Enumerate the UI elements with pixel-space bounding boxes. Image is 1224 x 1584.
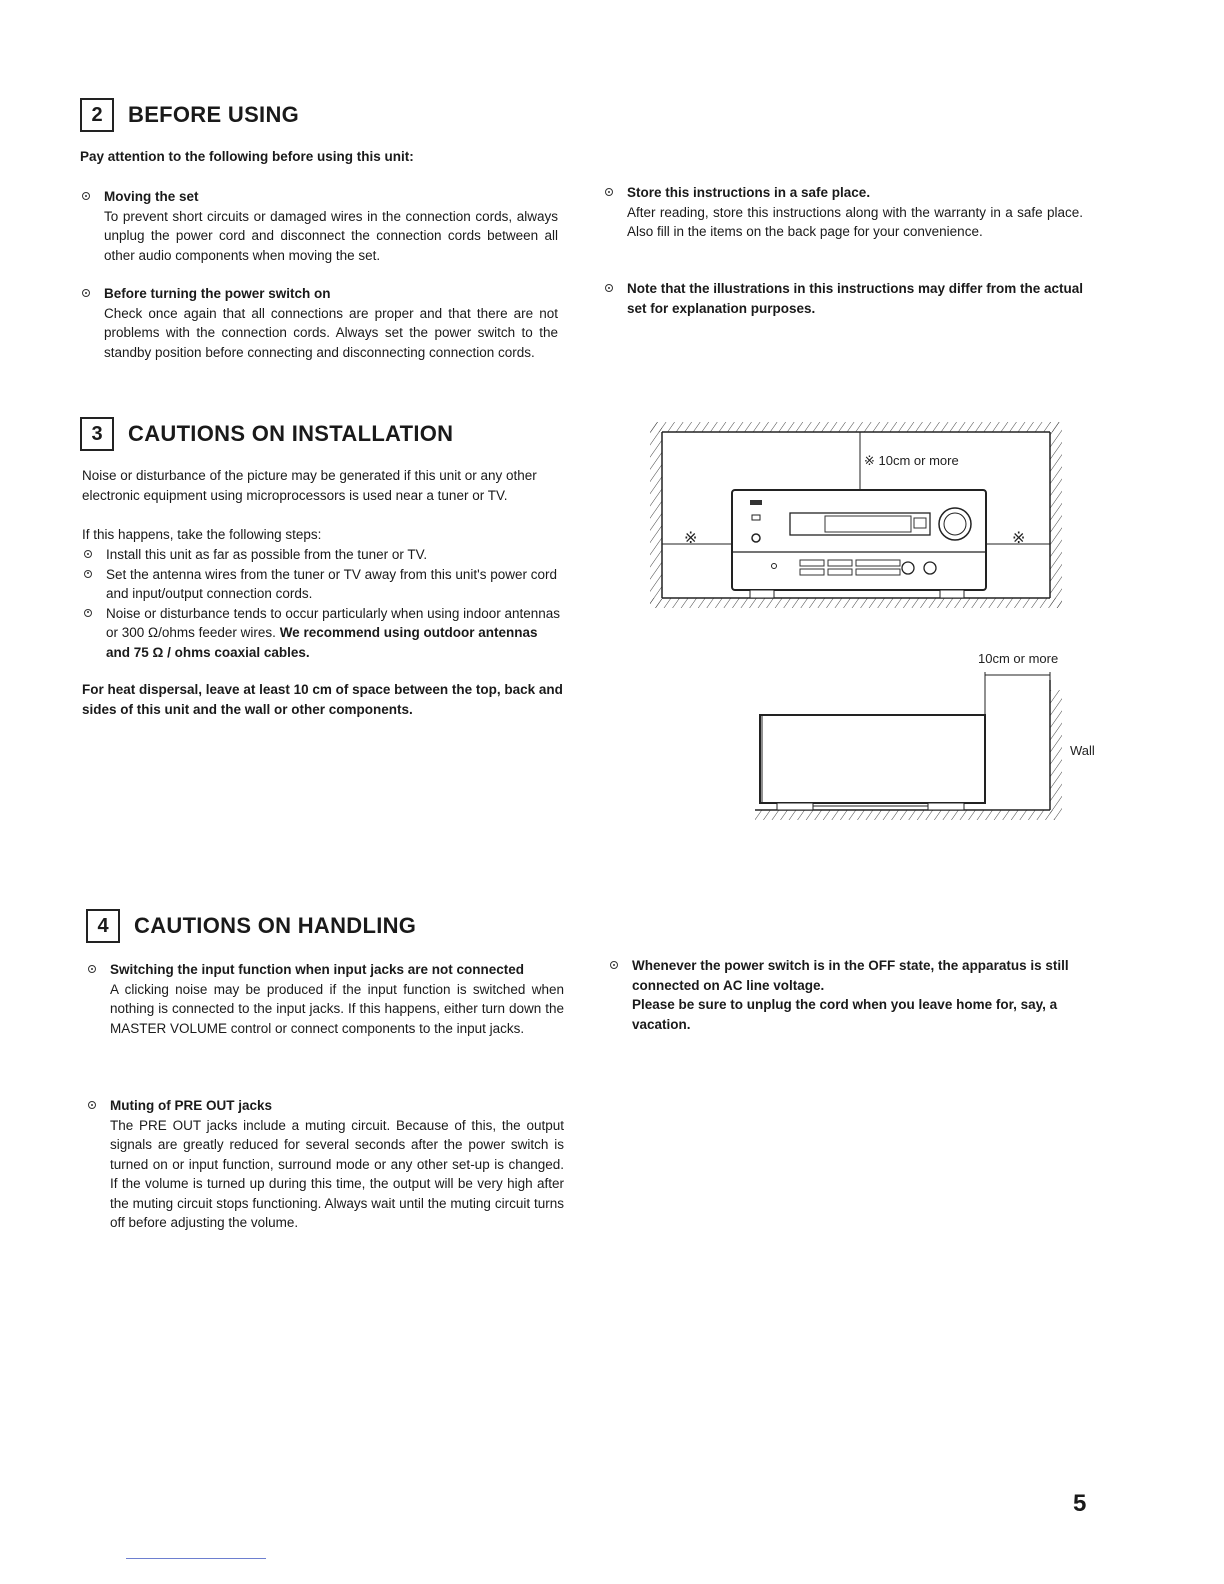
bullet-icon	[605, 284, 613, 292]
before-using-item-illustrations	[627, 279, 1085, 318]
bullet-icon	[82, 192, 90, 200]
wall-label: Wall	[1070, 743, 1095, 758]
item-title: Moving the set	[104, 189, 199, 204]
bullet-icon	[84, 550, 92, 558]
handling-item-switching	[110, 960, 564, 1038]
bullet-icon	[82, 289, 90, 297]
before-using-item-store	[627, 183, 1083, 242]
top-clearance-label: ※ 10cm or more	[864, 453, 959, 468]
section-title: CAUTIONS ON HANDLING	[134, 913, 417, 938]
bullet-icon	[88, 1101, 96, 1109]
installation-step: Set the antenna wires from the tuner or TV away from this unit's power cord and input/output connection cords.	[82, 565, 564, 604]
item-body: To prevent short circuits or damaged wires in the connection cords, always unplug the power cord and disconnect the connection cords between all other audio components when moving the set.	[104, 208, 558, 263]
receiver-front-icon	[732, 490, 986, 598]
right-clearance-mark: ※	[1012, 530, 1026, 547]
section-handling-heading	[86, 909, 416, 943]
receiver-side-view	[755, 672, 1062, 820]
bottom-rule	[126, 1558, 266, 1559]
section-title: BEFORE USING	[128, 102, 300, 127]
section-number: 3	[80, 417, 114, 451]
before-using-intro: Pay attention to the following before using this unit:	[80, 149, 414, 164]
installation-step: Noise or disturbance tends to occur particularly when using indoor antennas or 300 Ω/ohms feeder wires. We recommend using outdoor antennas and 75 Ω / ohms coaxial cables.	[82, 604, 564, 663]
left-wall-hatch	[650, 422, 662, 608]
item-title: Muting of PRE OUT jacks	[110, 1098, 273, 1113]
section-installation-heading	[80, 417, 453, 451]
bullet-icon	[84, 570, 92, 578]
section-before-using-heading	[80, 98, 299, 132]
item-title: Switching the input function when input jacks are not connected	[110, 962, 525, 977]
item-body: Check once again that all connections are proper and that there are not problems with the connection cords. Always set the power switch to the standby position before connecting and disconnecting connection cords.	[104, 305, 558, 360]
item-title: Before turning the power switch on	[104, 286, 331, 301]
item-body: A clicking noise may be produced if the input function is switched when nothing is connected to the input jacks. If this happens, either turn down the MASTER VOLUME control or connect components to the input jacks.	[110, 981, 564, 1036]
floor-hatch	[650, 598, 1062, 608]
installation-steps	[82, 545, 564, 662]
item-body: Please be sure to unplug the cord when you leave home for, say, a vacation.	[632, 997, 1058, 1032]
page-number: 5	[1073, 1490, 1087, 1517]
bullet-icon	[605, 188, 613, 196]
before-using-item-power	[104, 284, 558, 362]
bullet-icon	[610, 961, 618, 969]
installation-para-noise: Noise or disturbance of the picture may be generated if this unit or any other electronic equipment using microprocessors is used near a tuner or TV.	[82, 468, 537, 503]
item-title: Note that the illustrations in this instructions may differ from the actual set for explanation purposes.	[627, 281, 1084, 316]
bullet-icon	[84, 609, 92, 617]
installation-heat-note: For heat dispersal, leave at least 10 cm of space between the top, back and sides of this unit and the wall or other components.	[82, 682, 563, 717]
side-clearance-label: 10cm or more	[978, 651, 1059, 666]
installation-para-steps-intro: If this happens, take the following steps:	[82, 527, 322, 542]
item-title: Whenever the power switch is in the OFF state, the apparatus is still connected on AC line voltage.	[632, 958, 1069, 993]
item-body: The PRE OUT jacks include a muting circuit. Because of this, the output signals are greatly reduced for several seconds after the power switch is turned on or input function, surround mode or any other set-up is changed. If the volume is turned up during this time, the output will be very high after the muting circuit stops functioning. Always wait until the muting circuit turns off before adjusting the volume.	[110, 1117, 564, 1230]
left-clearance-mark: ※	[684, 530, 698, 547]
section-number: 4	[86, 909, 120, 943]
section-title: CAUTIONS ON INSTALLATION	[128, 421, 454, 446]
handling-item-power-off	[632, 956, 1090, 1034]
before-using-item-moving	[104, 187, 558, 265]
installation-clearance-diagram	[640, 410, 1110, 830]
section-number: 2	[80, 98, 114, 132]
installation-step: Install this unit as far as possible from the tuner or TV.	[82, 545, 564, 565]
handling-item-muting	[110, 1096, 564, 1233]
bullet-icon	[88, 965, 96, 973]
item-body: After reading, store this instructions along with the warranty in a safe place. Also fill in the items on the back page for your convenience.	[627, 204, 1083, 239]
right-wall-hatch	[1050, 422, 1062, 608]
item-title: Store this instructions in a safe place.	[627, 185, 871, 200]
ceiling-hatch	[650, 422, 1060, 432]
